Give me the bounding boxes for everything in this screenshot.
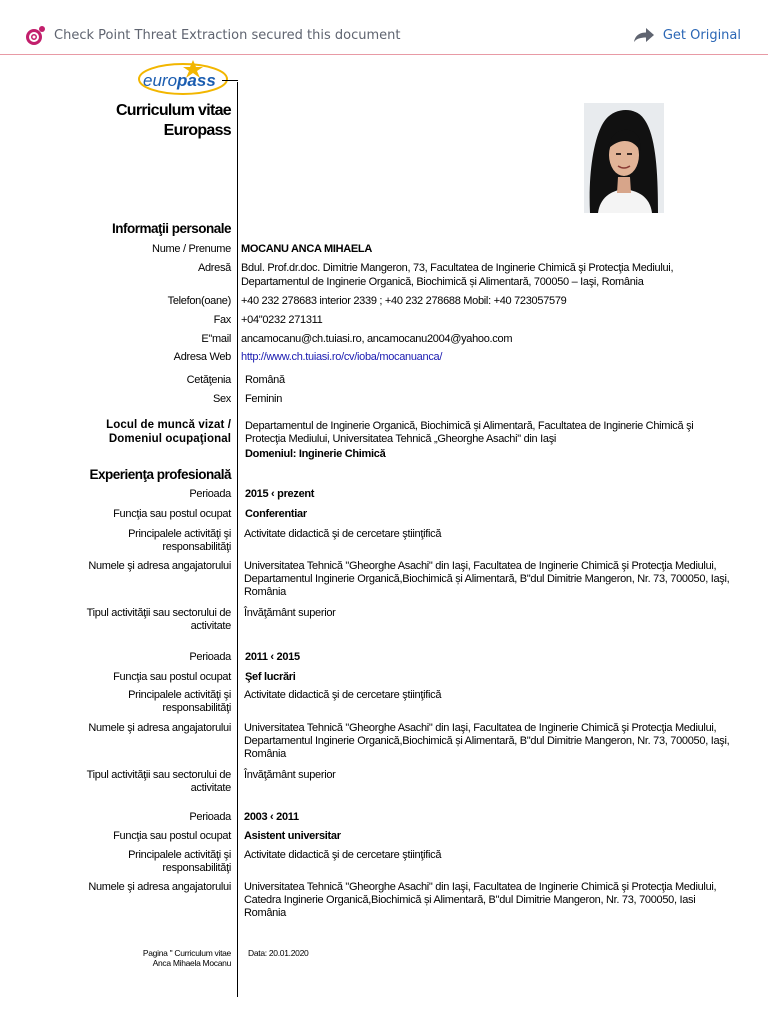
europass-logo (133, 57, 243, 97)
sex-label: Sex (212, 393, 231, 405)
employer-value: Universitatea Tehnică "Gheorghe Asachi" din Iaşi, Facultatea de Inginerie Chimică şi Protecţia Mediului, Departamentul Inginerie Organică,Biochimică și Alimentară, B"dul Dimitrie Mangeron, Nr. 73, 700050, Iaşi, România (244, 722, 730, 760)
sex-value: Feminin (245, 393, 283, 405)
sector-label: Tipul activităţii sau sectorului de activitate (86, 769, 231, 794)
phone-value: +40 232 278683 interior 2339 ; +40 232 278688 Mobil: +40 723057579 (241, 295, 567, 307)
job-target-value: Departamentul de Inginerie Organică, Biochimică și Alimentară, Facultatea de Inginerie Chimică şi Protecţia Mediului, Universitatea Tehnică „Gheorghe Asachi" din Iaşi (245, 420, 694, 445)
sector-label: Tipul activităţii sau sectorului de activitate (86, 607, 231, 632)
activities-label: Principalele activităţi şi responsabilităţi (128, 528, 231, 553)
employer-label: Numele şi adresa angajatorului (88, 560, 231, 572)
citizenship-value: Română (245, 374, 285, 386)
security-message: Check Point Threat Extraction secured this document (54, 28, 401, 43)
activities-label: Principalele activităţi şi responsabilităţi (128, 849, 231, 874)
sector-value: Învăţământ superior (244, 607, 336, 619)
get-original-button[interactable] (633, 27, 741, 43)
phone-label: Telefon(oane) (167, 295, 231, 307)
function-label: Funcţia sau postul ocupat (113, 671, 231, 683)
email-label: E"mail (201, 333, 231, 345)
shield-icon (24, 25, 46, 47)
profile-photo (584, 103, 664, 213)
period-value: 2011 ‹ 2015 (245, 651, 300, 663)
function-value: Asistent universitar (244, 830, 341, 842)
function-value: Conferentiar (245, 508, 307, 520)
column-divider (237, 82, 238, 997)
sector-value: Învăţământ superior (244, 769, 336, 781)
name-value: MOCANU ANCA MIHAELA (241, 243, 372, 255)
footer-divider (237, 942, 238, 970)
cv-document (0, 55, 768, 1024)
employer-label: Numele şi adresa angajatorului (88, 722, 231, 734)
job-target-label: Locul de muncă vizat / Domeniul ocupaţional (106, 419, 231, 445)
function-label: Funcţia sau postul ocupat (113, 508, 231, 520)
function-value: Şef lucrări (245, 671, 296, 683)
activities-value: Activitate didactică şi de cercetare ştiinţifică (244, 689, 442, 701)
period-value: 2015 ‹ prezent (245, 488, 315, 500)
web-label: Adresa Web (173, 351, 231, 363)
period-label: Perioada (189, 811, 231, 823)
job-target-domain: Domeniul: Inginerie Chimică (245, 448, 386, 460)
security-banner (0, 0, 768, 55)
fax-label: Fax (213, 314, 231, 326)
footer-page: Pagina " Curriculum vitae Anca Mihaela Mocanu (142, 948, 231, 968)
logo-rule (222, 80, 238, 81)
personal-info-heading: Informaţii personale (111, 221, 231, 236)
activities-value: Activitate didactică şi de cercetare ştiinţifică (244, 528, 442, 540)
footer-date: Data: 20.01.2020 (248, 948, 309, 958)
employer-value: Universitatea Tehnică "Gheorghe Asachi" din Iaşi, Facultatea de Inginerie Chimică şi Protecţia Mediului, Departamentul Inginerie Organică,Biochimică și Alimentară, B"dul Dimitrie Mangeron, Nr. 73, 700050, Iaşi, România (244, 560, 730, 598)
period-value: 2003 ‹ 2011 (244, 811, 299, 823)
period-label: Perioada (189, 651, 231, 663)
citizenship-label: Cetăţenia (186, 374, 231, 386)
address-label: Adresă (197, 262, 231, 274)
share-arrow-icon (633, 27, 655, 43)
get-original-label: Get Original (662, 27, 741, 43)
address-line-1: Bdul. Prof.dr.doc. Dimitrie Mangeron, 73, Facultatea de Inginerie Chimică şi Protecţia Mediului, (241, 262, 674, 274)
address-line-2: Departamentul de Inginerie Organică, Biochimică și Alimentară, 700050 – Iaşi, România (241, 276, 644, 288)
employer-label: Numele şi adresa angajatorului (88, 881, 231, 893)
function-label: Funcţia sau postul ocupat (113, 830, 231, 842)
cv-title: Curriculum vitae Europass (115, 102, 231, 139)
email-value: ancamocanu@ch.tuiasi.ro, ancamocanu2004@yahoo.com (241, 333, 513, 345)
name-label: Nume / Prenume (152, 243, 231, 255)
web-link[interactable]: http://www.ch.tuiasi.ro/cv/ioba/mocanuanca/ (241, 351, 443, 363)
activities-value: Activitate didactică şi de cercetare ştiinţifică (244, 849, 442, 861)
employer-value: Universitatea Tehnică "Gheorghe Asachi" din Iaşi, Facultatea de Inginerie Chimică şi Protecţia Mediului, Catedra Inginerie Organică,Biochimică și Alimentară, B"dul Dimitrie Mangeron, Nr. 73, 700050, Iasi România (244, 881, 717, 919)
activities-label: Principalele activităţi şi responsabilităţi (128, 689, 231, 714)
experience-heading: Experienţa profesională (89, 467, 231, 482)
period-label: Perioada (189, 488, 231, 500)
svg-text:europass: europass (143, 71, 216, 90)
fax-value: +04"0232 271311 (241, 314, 323, 326)
